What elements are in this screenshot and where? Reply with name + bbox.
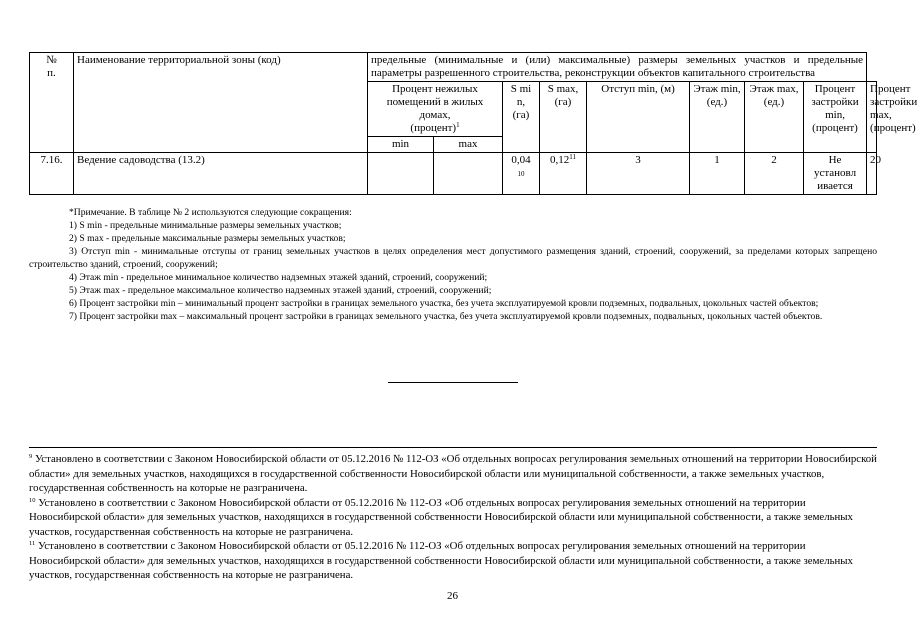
row-built-min: Не установл ивается — [804, 153, 867, 195]
footnote-9: $^9$ Установлено в соответствии с Законом Новосибирской области от 05.12.2016 № 112-ОЗ «Об отдельных вопросах регулирования земельных отношений на территории Новосибирской области» для земельных участков, находящихся в государственной собственности Новосибирской области или муниципальной собственности, а также земельных участков, государственная собственность на которые не разграничена. — [29, 453, 877, 494]
row-built-max: 20 — [867, 153, 877, 195]
note-item: 3) Отступ min - минимальные отступы от границ земельных участков в целях определения мест допустимого размещения зданий, строений, сооружений, за пределами которых запрещено строительство зданий, строений, сооружений; — [29, 246, 877, 270]
row-s-min: 0,04 10 — [503, 153, 540, 195]
header-floor-max: Этаж max, (ед.) — [745, 82, 804, 153]
row-s-max: 0,12$^{11}$ — [540, 153, 587, 195]
zoning-table — [29, 52, 917, 195]
table-row — [30, 153, 877, 195]
footnote-ref-10: 10 — [517, 170, 525, 178]
footnote-mark: 11 — [29, 540, 36, 547]
note-item: 1) S min - предельные минимальные размеры земельных участков; — [69, 220, 342, 231]
header-built-min: Процент застройки min, (процент) — [804, 82, 867, 153]
footnote-mark: 9 — [29, 453, 33, 460]
note-item: 2) S max - предельные максимальные размеры земельных участков; — [69, 233, 346, 244]
row-number: 7.16. — [30, 153, 74, 195]
header-number: № п. — [30, 53, 74, 153]
note-item: 5) Этаж max - предельное максимальное количество надземных этажей зданий, строений, сооружений; — [69, 285, 492, 296]
row-pct-min — [368, 153, 434, 195]
header-built-max: Процент застройки max, (процент) — [867, 82, 877, 153]
footnote-divider — [29, 447, 877, 448]
header-s-min: S mi n, (га) — [503, 82, 540, 153]
table-notes — [29, 206, 877, 323]
footnote-11: $^{11}$ Установлено в соответствии с Законом Новосибирской области от 05.12.2016 № 112-ОЗ «Об отдельных вопросах регулирования земельных отношений на территории Новосибирской области» для земельных участков, находящихся в государственной собственности Новосибирской области или муниципальной собственности, а также земельных участков, государственная собственность на которые не разграничена. — [29, 540, 853, 581]
row-setback: 3 — [587, 153, 690, 195]
note-item: 6) Процент застройки min – минимальный процент застройки в границах земельного участка, без учета эксплуатируемой кровли подземных, подвальных, цокольных частей объектов; — [69, 298, 819, 309]
note-item: 7) Процент застройки max – максимальный процент застройки в границах земельного участка, без учета эксплуатируемой кровли подземных, подвальных, цокольных частей объектов. — [69, 311, 823, 322]
header-floor-min: Этаж min, (ед.) — [690, 82, 745, 153]
note-intro: *Примечание. В таблице № 2 используются следующие сокращения: — [69, 207, 352, 218]
row-zone-name: Ведение садоводства (13.2) — [74, 153, 368, 195]
header-setback: Отступ min, (м) — [587, 82, 690, 153]
section-divider — [388, 382, 518, 383]
row-pct-max — [434, 153, 503, 195]
footnote-mark: 10 — [29, 496, 36, 504]
row-floor-max: 2 — [745, 153, 804, 195]
footnote-ref-11: 11 — [569, 153, 576, 161]
header-params-title: предельные (минимальные и (или) максимальные) размеры земельных участков и предельные параметры разрешенного строительства, реконструкции объектов капитального строительства — [368, 53, 867, 82]
header-min: min — [368, 137, 434, 153]
footnote-10: $^{10}$ Установлено в соответствии с Законом Новосибирской области от 05.12.2016 № 112-ОЗ «Об отдельных вопросах регулирования земельных отношений на территории Новосибирской области» для земельных участков, находящихся в государственной собственности Новосибирской области или муниципальной собственности, а также земельных участков, государственная собственность на которые не разграничена. — [29, 496, 853, 538]
footnotes — [29, 452, 877, 583]
table-header-row-1 — [30, 53, 877, 82]
page-number: 26 — [447, 590, 458, 602]
footnote-ref-1: 1 — [456, 121, 460, 129]
header-nonres-percent: Процент нежилых помещений в жилых домах, (процент)$^1$ — [368, 82, 503, 137]
header-max: max — [434, 137, 503, 153]
note-item: 4) Этаж min - предельное минимальное количество надземных этажей зданий, строений, сооружений; — [69, 272, 488, 283]
row-floor-min: 1 — [690, 153, 745, 195]
header-zone-name: Наименование территориальной зоны (код) — [74, 53, 368, 153]
header-s-max: S max, (га) — [540, 82, 587, 153]
